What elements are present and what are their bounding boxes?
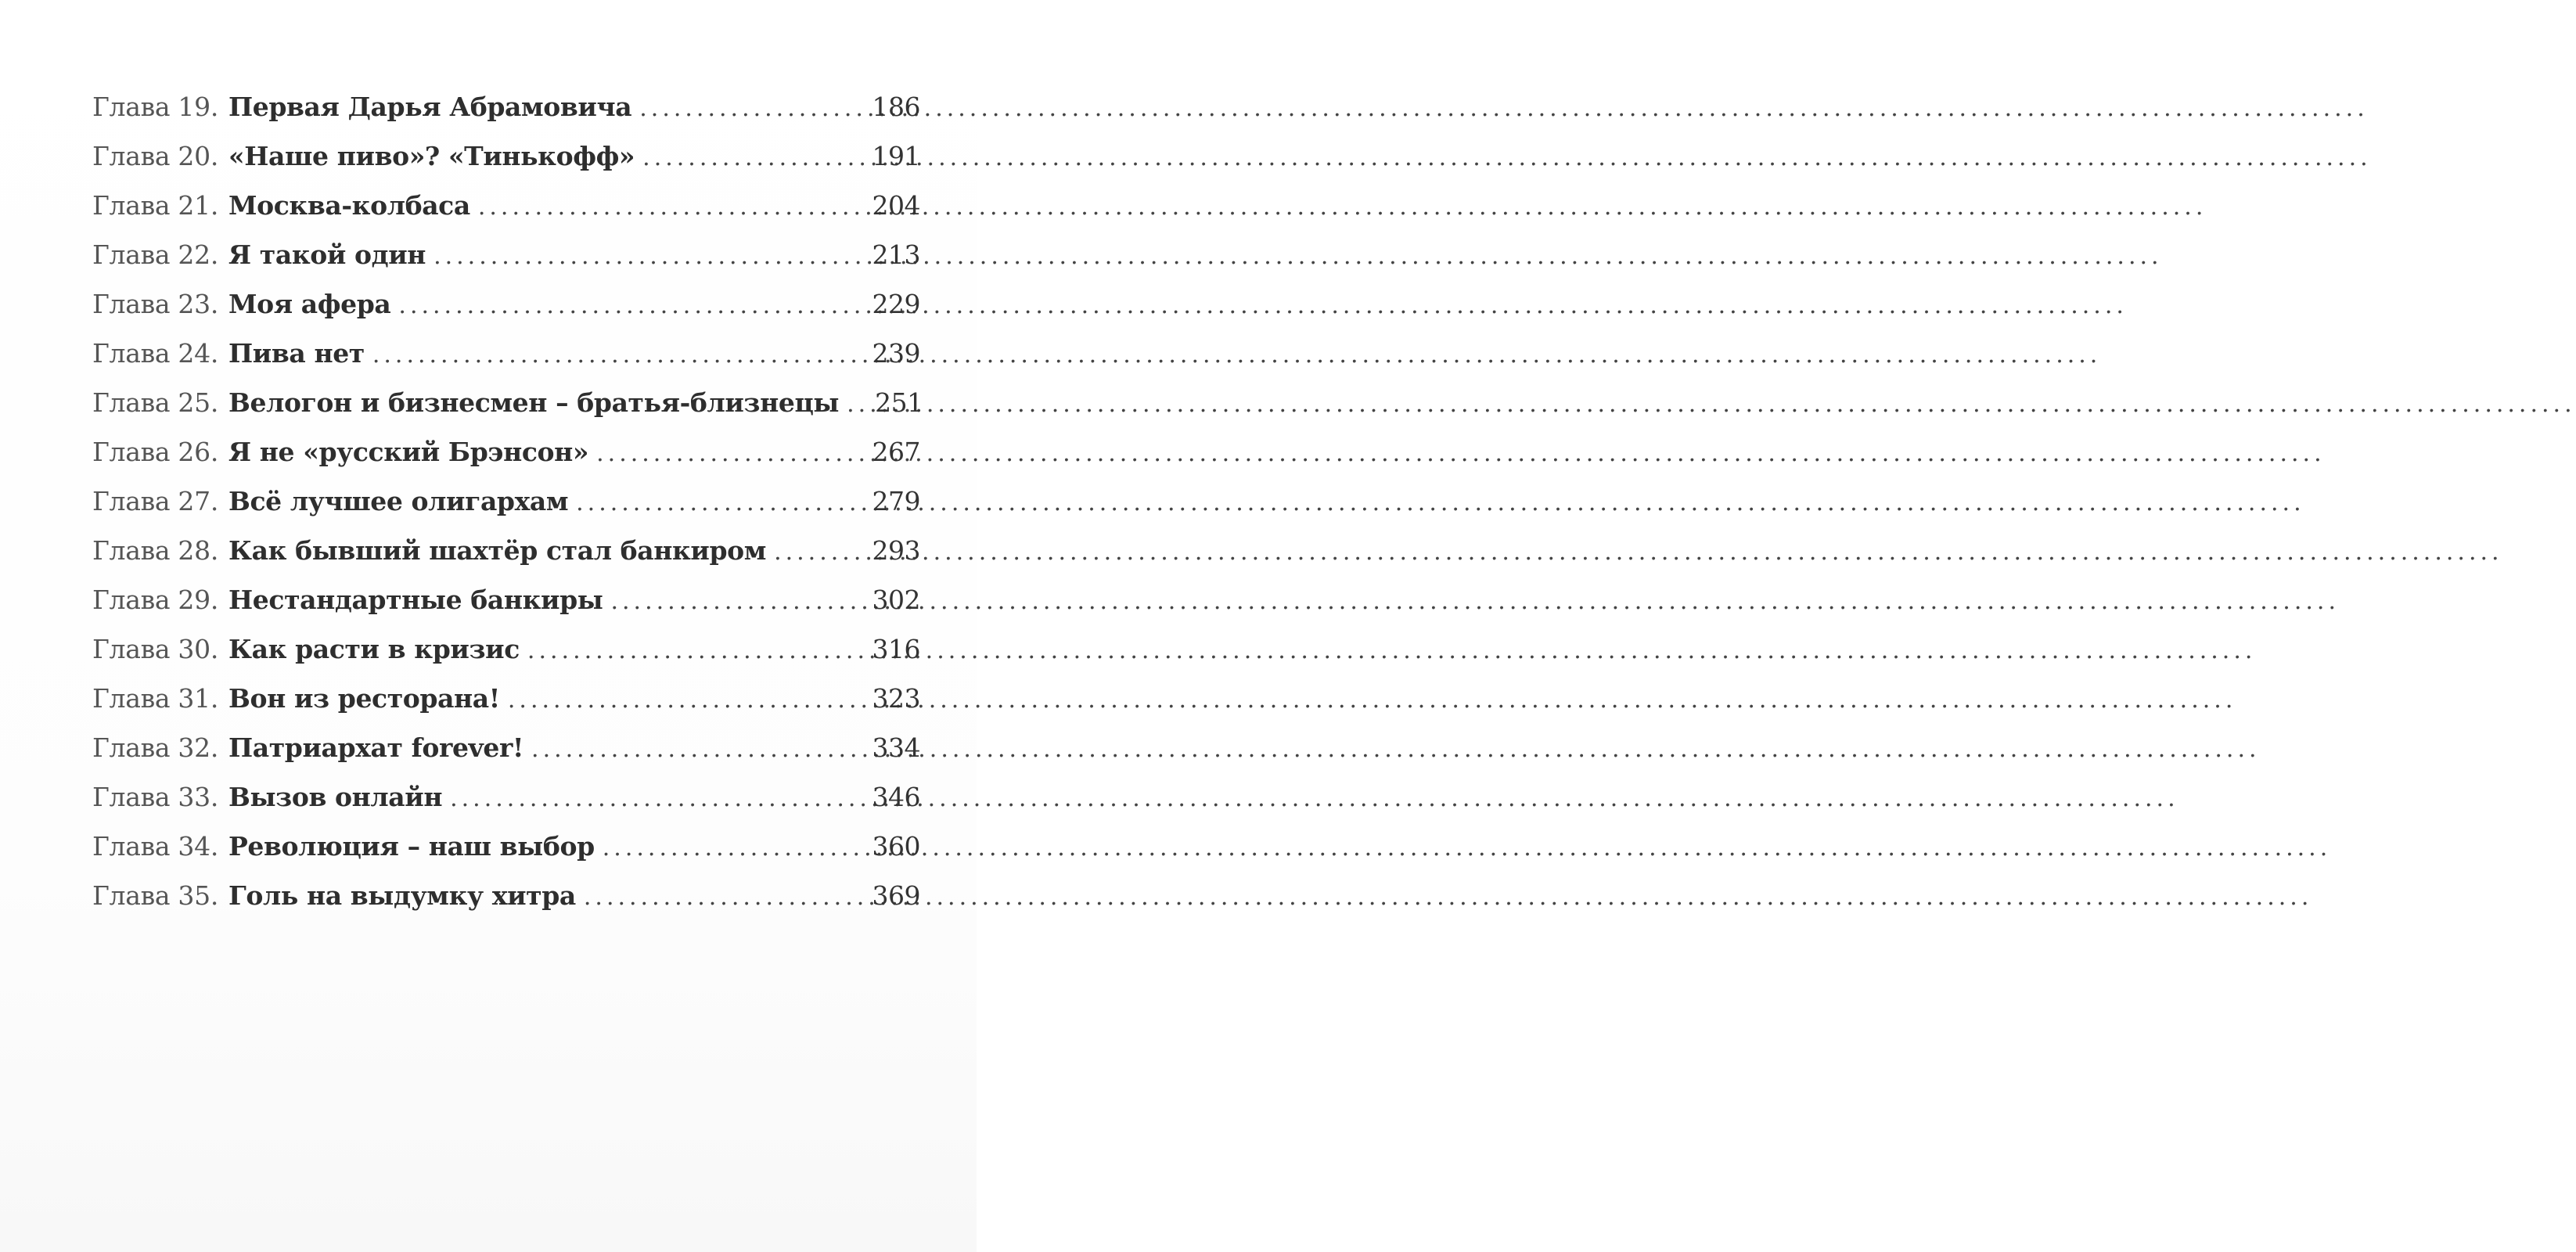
chapter-label: Глава 23.: [92, 289, 219, 319]
chapter-label: Глава 25.: [92, 387, 219, 418]
table-of-contents: [92, 92, 923, 930]
book-page: [0, 0, 977, 1252]
page-number: 251: [875, 387, 923, 418]
chapter-label: Глава 34.: [92, 831, 219, 862]
page-number: 334: [872, 732, 920, 763]
chapter-title: Москва-колбаса: [228, 190, 470, 221]
chapter-title: Я не «русский Брэнсон»: [228, 437, 589, 467]
toc-entry: [92, 289, 920, 338]
chapter-label: Глава 19.: [92, 92, 219, 122]
toc-entry: [92, 634, 920, 683]
page-number: 229: [872, 289, 920, 319]
dot-leader: [527, 637, 868, 664]
page-number: 191: [872, 141, 920, 171]
dot-leader: [508, 686, 868, 714]
chapter-title: Патриархат forever!: [228, 732, 524, 763]
toc-entry: [92, 782, 920, 831]
toc-entry: [92, 585, 920, 634]
chapter-title: Революция – наш выбор: [228, 831, 595, 862]
page-number: 323: [872, 683, 920, 714]
chapter-label: Глава 35.: [92, 880, 219, 911]
page-number: 316: [872, 634, 920, 664]
chapter-label: Глава 24.: [92, 338, 219, 369]
chapter-label: Глава 20.: [92, 141, 219, 171]
chapter-title: Первая Дарья Абрамовича: [228, 92, 632, 122]
dot-leader: [596, 440, 867, 467]
page-number: 213: [872, 239, 920, 270]
chapter-label: Глава 27.: [92, 486, 219, 516]
chapter-label: Глава 33.: [92, 782, 219, 812]
toc-entry: [92, 683, 920, 732]
toc-entry: [92, 880, 920, 930]
chapter-title: Моя афера: [228, 289, 391, 319]
dot-leader: [434, 243, 867, 270]
page-number: 279: [872, 486, 920, 516]
toc-entry: [92, 437, 920, 486]
chapter-label: Глава 29.: [92, 585, 219, 615]
dot-leader: [603, 834, 868, 862]
chapter-label: Глава 26.: [92, 437, 219, 467]
page-number: 302: [872, 585, 920, 615]
toc-entry: [92, 732, 920, 782]
chapter-label: Глава 30.: [92, 634, 219, 664]
chapter-title: Я такой один: [228, 239, 426, 270]
dot-leader: [398, 292, 867, 319]
dot-leader: [642, 144, 867, 171]
dot-leader: [576, 489, 867, 516]
dot-leader: [774, 538, 867, 566]
chapter-title: Как расти в кризис: [228, 634, 520, 664]
dot-leader: [450, 785, 867, 812]
dot-leader: [478, 193, 868, 221]
toc-entry: [92, 141, 920, 190]
dot-leader: [610, 588, 867, 615]
page-number: 267: [872, 437, 920, 467]
toc-entry: [92, 535, 920, 585]
chapter-label: Глава 22.: [92, 239, 219, 270]
toc-entry: [92, 831, 920, 880]
chapter-title: Голь на выдумку хитра: [228, 880, 576, 911]
page-number: 239: [872, 338, 920, 369]
chapter-label: Глава 31.: [92, 683, 219, 714]
toc-entry: [92, 92, 920, 141]
toc-entry: [92, 486, 920, 535]
chapter-title: Нестандартные банкиры: [228, 585, 603, 615]
page-number: 360: [872, 831, 920, 862]
dot-leader: [584, 883, 868, 911]
toc-entry: [92, 387, 923, 437]
toc-entry: [92, 239, 920, 289]
chapter-title: Вызов онлайн: [228, 782, 443, 812]
chapter-title: Велогон и бизнесмен – братья-близнецы: [228, 387, 840, 418]
page-number: 204: [872, 190, 920, 221]
chapter-title: Вон из ресторана!: [228, 683, 500, 714]
chapter-title: Как бывший шахтёр стал банкиром: [228, 535, 767, 566]
page-number: 293: [872, 535, 920, 566]
toc-entry: [92, 338, 920, 387]
chapter-title: «Наше пиво»? «Тинькофф»: [228, 141, 635, 171]
page-number: 369: [872, 880, 920, 911]
chapter-label: Глава 32.: [92, 732, 219, 763]
chapter-title: Пива нет: [228, 338, 365, 369]
chapter-label: Глава 28.: [92, 535, 219, 566]
page-number: 346: [872, 782, 920, 812]
toc-entry: [92, 190, 920, 239]
dot-leader: [531, 736, 867, 763]
chapter-title: Всё лучшее олигархам: [228, 486, 569, 516]
chapter-label: Глава 21.: [92, 190, 219, 221]
dot-leader: [639, 95, 867, 122]
page-number: 186: [872, 92, 920, 122]
dot-leader: [847, 390, 870, 418]
dot-leader: [372, 341, 868, 369]
